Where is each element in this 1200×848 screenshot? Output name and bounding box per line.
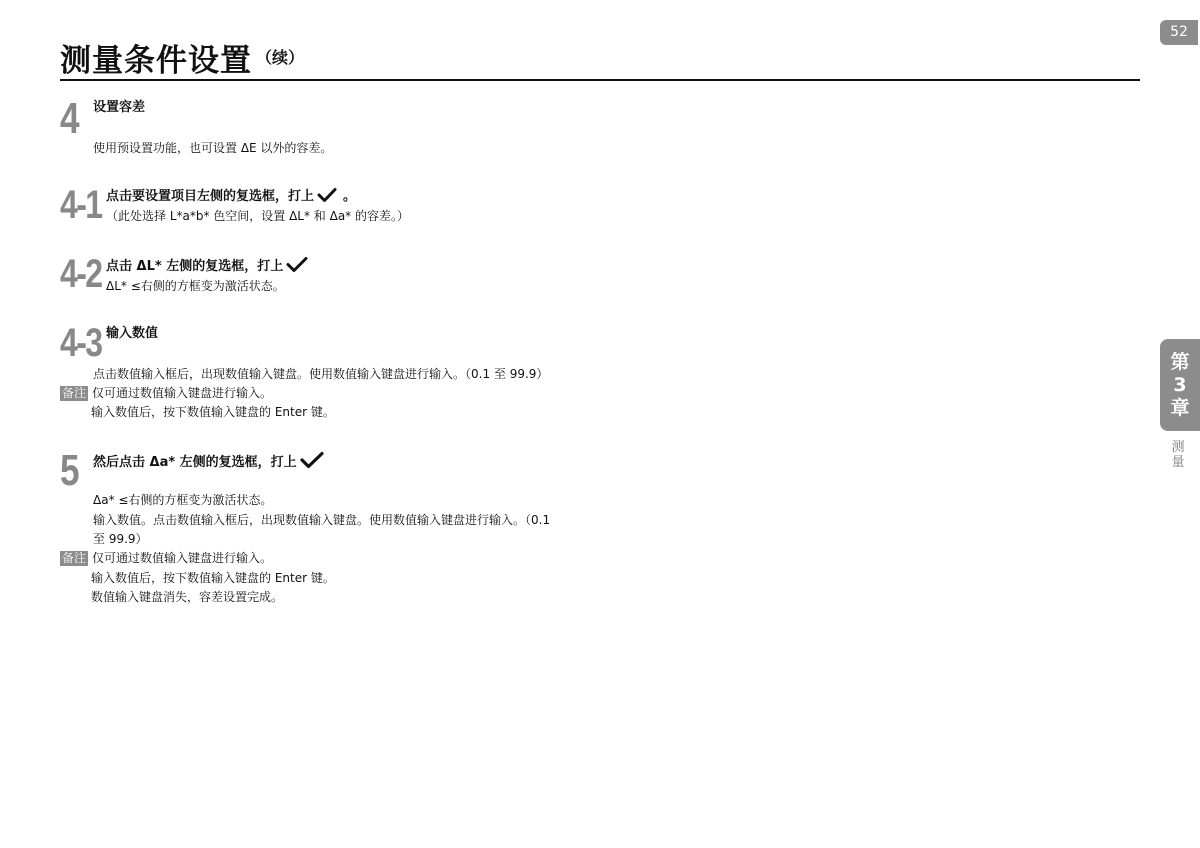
note-text: 输入数值后，按下数值输入键盘的 Enter 键。 (91, 405, 335, 419)
note-text: 仅可通过数值输入键盘进行输入。 (92, 551, 273, 565)
note-text: 输入数值后，按下数值输入键盘的 Enter 键。 (91, 571, 335, 585)
chapter-section-char: 量 (1171, 455, 1185, 470)
page-title-main: 测量条件设置 (60, 43, 252, 79)
note-badge: 备注 (62, 386, 87, 400)
chapter-tab-char: 3 (1173, 373, 1187, 396)
title-divider (60, 79, 1140, 81)
substep-heading-text: 点击要设置项目左侧的复选框，打上 (106, 189, 315, 204)
step-number: 5 (60, 446, 78, 495)
page-number: 52 (1160, 20, 1198, 45)
chapter-tab (1160, 339, 1200, 431)
step-body-text: 使用预设置功能，也可设置 ΔE 以外的容差。 (93, 141, 333, 155)
note-line (60, 549, 272, 567)
substep-body-text: ΔL* ≤右侧的方框变为激活状态。 (106, 279, 285, 293)
substep-number: 4-2 (60, 252, 102, 296)
page-title (60, 36, 304, 83)
step-body-text: 至 99.9） (93, 532, 148, 546)
substep-number: 4-3 (60, 321, 102, 365)
checkmark-icon (300, 451, 324, 469)
chapter-tab-char: 第 (1170, 350, 1190, 373)
substep-heading (106, 256, 308, 276)
chapter-section-char: 测 (1171, 440, 1185, 455)
page-title-continued: （续） (256, 48, 305, 67)
checkmark-icon (317, 187, 337, 203)
substep-heading-tail: 。 (343, 189, 357, 204)
checkmark-icon (286, 256, 308, 273)
chapter-tab-char: 章 (1170, 396, 1190, 419)
step-heading (93, 451, 324, 472)
note-text: 仅可通过数值输入键盘进行输入。 (92, 386, 273, 400)
note-badge: 备注 (62, 551, 87, 565)
note-line (60, 384, 272, 402)
substep-body-text: 点击数值输入框后，出现数值输入键盘。使用数值输入键盘进行输入。（0.1 至 99.9） (93, 367, 549, 381)
step-body-text: 输入数值。点击数值输入框后，出现数值输入键盘。使用数值输入键盘进行输入。（0.1 (93, 513, 551, 527)
step-heading: 设置容差 (93, 100, 146, 115)
substep-heading (106, 187, 356, 206)
substep-number: 4-1 (60, 183, 102, 227)
step-heading-text: 然后点击 Δa* 左侧的复选框，打上 (93, 455, 297, 470)
substep-body-text: （此处选择 L*a*b* 色空间，设置 ΔL* 和 Δa* 的容差。） (106, 209, 410, 223)
note-text: 数值输入键盘消失，容差设置完成。 (91, 590, 284, 604)
chapter-section-label (1168, 440, 1188, 470)
step-number: 4 (60, 94, 78, 143)
step-body-text: Δa* ≤右侧的方框变为激活状态。 (93, 493, 273, 507)
substep-heading-text: 点击 ΔL* 左侧的复选框，打上 (106, 259, 284, 274)
substep-heading: 输入数值 (106, 326, 159, 341)
